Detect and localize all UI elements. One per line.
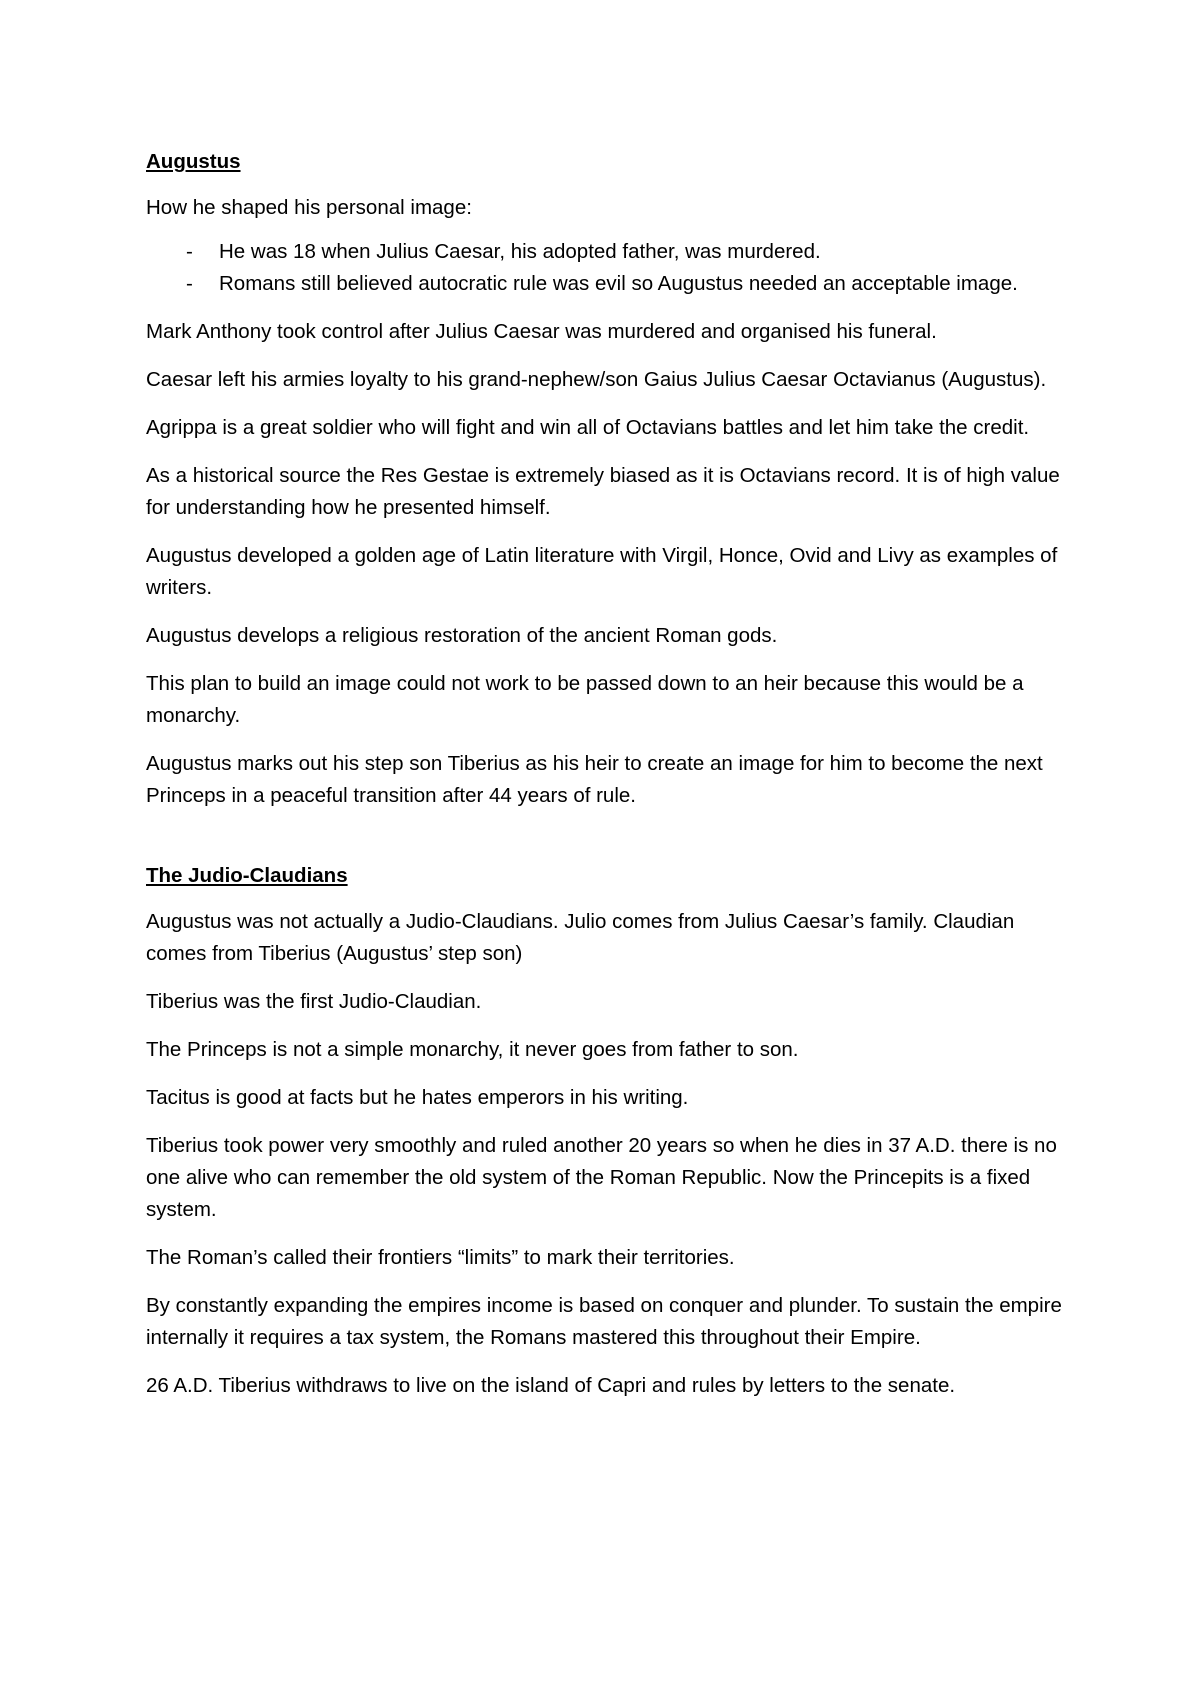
section-intro: How he shaped his personal image: [146,196,472,219]
paragraph: Augustus marks out his step son Tiberius as his heir to create an image for him to become the next Princeps in a peaceful transition after 44 years of rule. [146,752,1043,807]
paragraph: By constantly expanding the empires income is based on conquer and plunder. To sustain the empire internally it requires a tax system, the Romans mastered this throughout their Empire. [146,1294,1062,1349]
paragraph: As a historical source the Res Gestae is extremely biased as it is Octavians record. It is of high value for understanding how he presented himself. [146,464,1060,519]
paragraph: Agrippa is a great soldier who will fight and win all of Octavians battles and let him take the credit. [146,416,1030,439]
section-augustus [146,146,1071,812]
paragraph: Tiberius took power very smoothly and ruled another 20 years so when he dies in 37 A.D. there is no one alive who can remember the old system of the Roman Republic. Now the Princepits is a fixed system. [146,1134,1057,1221]
paragraph: This plan to build an image could not work to be passed down to an heir because this would be a monarchy. [146,672,1024,727]
section-heading: The Judio-Claudians [146,864,348,887]
dash-bullet-icon: - [186,240,193,263]
paragraph: Augustus was not actually a Judio-Claudians. Julio comes from Julius Caesar’s family. Claudian comes from Tiberius (Augustus’ step son) [146,910,1015,965]
bullet-item [146,236,1071,268]
bullet-list [146,236,1071,300]
paragraph: The Roman’s called their frontiers “limits” to mark their territories. [146,1246,735,1269]
paragraph: Augustus developed a golden age of Latin literature with Virgil, Honce, Ovid and Livy as examples of writers. [146,544,1058,599]
paragraph: Mark Anthony took control after Julius Caesar was murdered and organised his funeral. [146,320,937,343]
bullet-text: Romans still believed autocratic rule was evil so Augustus needed an acceptable image. [219,272,1018,295]
dash-bullet-icon: - [186,272,193,295]
paragraph: Tacitus is good at facts but he hates emperors in his writing. [146,1086,689,1109]
paragraph: The Princeps is not a simple monarchy, it never goes from father to son. [146,1038,799,1061]
section-heading: Augustus [146,150,241,173]
section-judio-claudians [146,860,1071,1402]
paragraph: Caesar left his armies loyalty to his grand-nephew/son Gaius Julius Caesar Octavianus (Augustus). [146,368,1047,391]
paragraph: Tiberius was the first Judio-Claudian. [146,990,482,1013]
document-body [146,146,1071,1418]
bullet-item [146,268,1071,300]
paragraph: Augustus develops a religious restoration of the ancient Roman gods. [146,624,778,647]
section-spacer [146,828,1071,860]
bullet-text: He was 18 when Julius Caesar, his adopted father, was murdered. [219,240,821,263]
paragraph: 26 A.D. Tiberius withdraws to live on the island of Capri and rules by letters to the senate. [146,1374,956,1397]
